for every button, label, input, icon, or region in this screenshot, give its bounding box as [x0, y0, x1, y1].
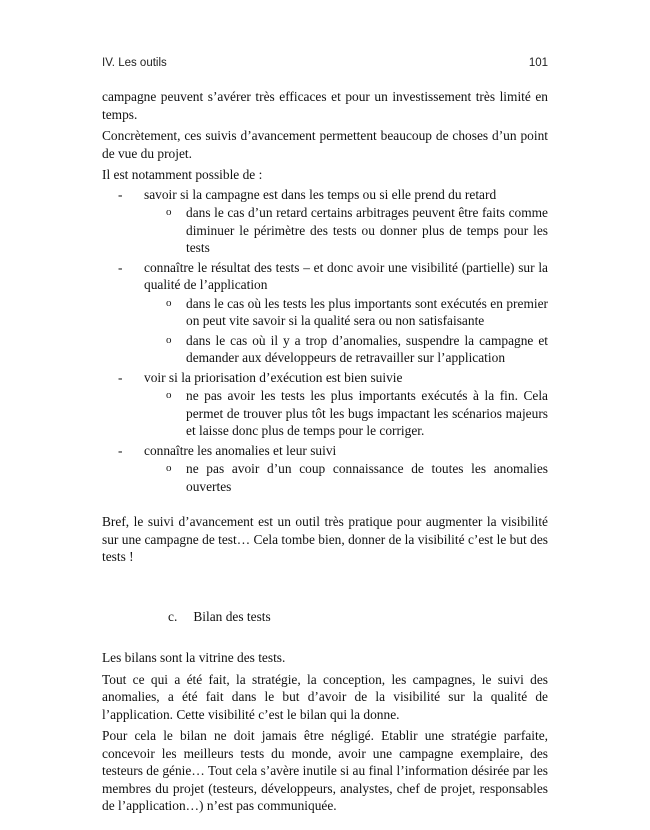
dash-bullet: - — [118, 369, 123, 385]
sub-list-item — [102, 387, 548, 440]
list-item — [102, 186, 548, 204]
sub-list-item-text: dans le cas où les tests les plus importants sont exécutés en premier on peut vite savoir si la qualité sera ou non satisfaisante — [186, 295, 548, 328]
circle-bullet: o — [166, 333, 172, 346]
paragraph: Les bilans sont la vitrine des tests. — [102, 650, 286, 665]
section-heading — [168, 608, 548, 626]
list-item-text: connaître le résultat des tests – et donc avoir une visibilité (partielle) sur la qualité de l’application — [144, 259, 548, 292]
sub-list-item-text: ne pas avoir d’un coup connaissance de toutes les anomalies ouvertes — [186, 461, 548, 494]
dash-bullet: - — [118, 186, 123, 202]
list-item — [102, 369, 548, 387]
circle-bullet: o — [166, 389, 172, 401]
list-item — [102, 259, 548, 294]
list-item-text: connaître les anomalies et leur suivi — [144, 442, 337, 458]
sub-list-item — [102, 460, 548, 495]
spacer — [102, 497, 548, 513]
paragraph: Concrètement, ces suivis d’avancement permettent beaucoup de choses d’un point de vue du projet. — [102, 128, 548, 161]
running-header — [102, 57, 548, 69]
circle-bullet: o — [166, 462, 172, 474]
list-item-text: savoir si la campagne est dans les temps ou si elle prend du retard — [144, 186, 497, 202]
sub-list-item — [102, 204, 548, 257]
sub-list-item-text: dans le cas d’un retard certains arbitrages peuvent être faits comme diminuer le périmètre des tests ou donner plus de temps pour les tests — [186, 205, 548, 255]
sub-list-item-text: ne pas avoir les tests les plus importants exécutés à la fin. Cela permet de trouver plus tôt les bugs impactant les scénarios majeurs et laisse donc plus de temps pour le corriger. — [186, 388, 548, 438]
bullet-list — [102, 186, 548, 496]
paragraph: campagne peuvent s’avérer très efficaces et pour un investissement très limité en temps. — [102, 89, 548, 122]
paragraph: Il est notamment possible de : — [102, 167, 263, 182]
page-number: 101 — [528, 57, 548, 69]
dash-bullet: - — [118, 259, 123, 275]
page-body — [102, 88, 548, 819]
sub-list-item-text: dans le cas où il y a trop d’anomalies, suspendre la campagne et demander aux développeurs de retravailler sur l’application — [186, 332, 548, 365]
paragraph: Tout ce qui a été fait, la stratégie, la conception, les campagnes, le suivi des anomalies, a été fait dans le but d’avoir de la visibilité sur la qualité de l’application. Cette visibilité c’est le bilan qui la donne. — [102, 671, 548, 722]
circle-bullet: o — [166, 206, 172, 218]
section-title: Bilan des tests — [193, 608, 271, 624]
conclusion-paragraph: Bref, le suivi d’avancement est un outil très pratique pour augmenter la visibilité sur une campagne de test… Cela tombe bien, donner de la visibilité c’est le but des tests ! — [102, 514, 548, 564]
header-section-title: IV. Les outils — [102, 57, 167, 69]
list-item — [102, 442, 548, 460]
list-item-text: voir si la priorisation d’exécution est bien suivie — [144, 369, 403, 385]
paragraph: Pour cela le bilan ne doit jamais être négligé. Etablir une stratégie parfaite, concevoir les meilleurs tests du monde, avoir une campagne exemplaire, des testeurs de génie… Tout cela s’avère inutile si au final l’information désirée par les membres du projet (testeurs, développeurs, analystes, chef de projet, responsables de l’application…) n’est pas communiquée. — [102, 728, 548, 813]
dash-bullet: - — [118, 442, 123, 458]
sub-list-item — [102, 332, 548, 367]
section-number: c. — [168, 608, 178, 624]
circle-bullet: o — [166, 296, 172, 309]
sub-list-item — [102, 295, 548, 330]
